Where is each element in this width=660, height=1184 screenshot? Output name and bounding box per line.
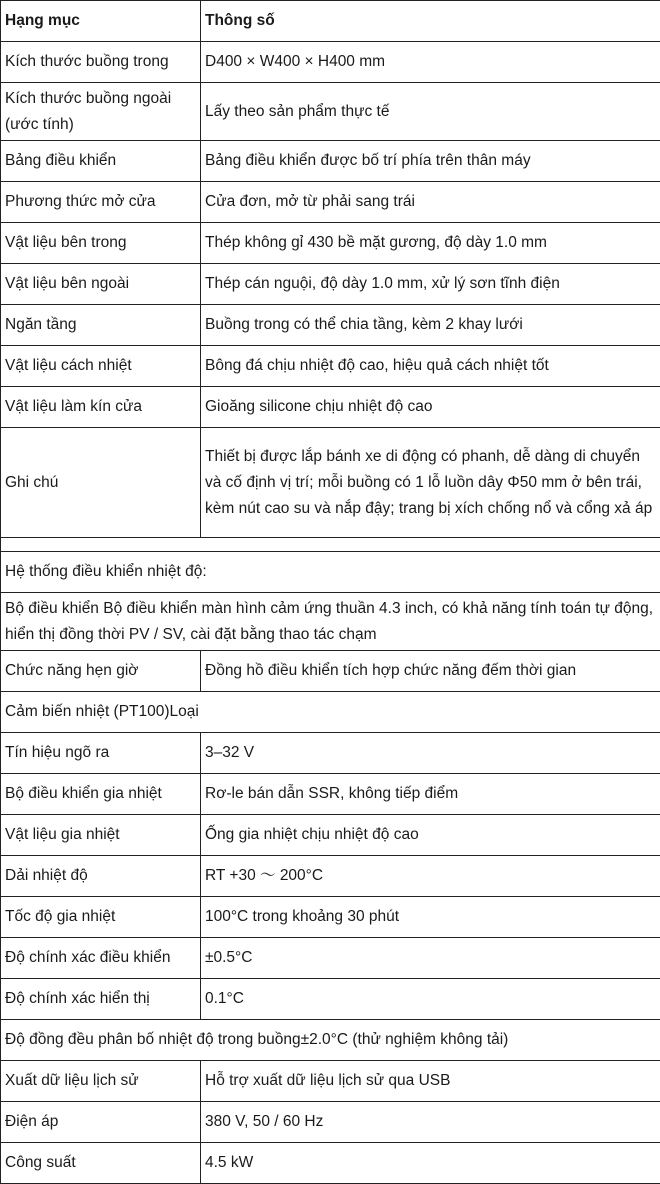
full-width-row	[1, 1020, 660, 1061]
table-row	[1, 346, 660, 387]
spacer-row	[1, 538, 660, 552]
row-label: Ghi chú	[1, 428, 201, 538]
header-row	[1, 1, 660, 42]
row-label: Ngăn tầng	[1, 305, 201, 346]
table-row	[1, 387, 660, 428]
row-label: Công suất	[1, 1143, 201, 1184]
row-label: Độ chính xác hiển thị	[1, 979, 201, 1020]
table-row	[1, 1143, 660, 1184]
row-label: Vật liệu cách nhiệt	[1, 346, 201, 387]
row-value: Lấy theo sản phẩm thực tế	[201, 83, 660, 141]
row-value: RT +30 〜 200°C	[201, 856, 660, 897]
row-value: Thiết bị được lắp bánh xe di động có phanh, dễ dàng di chuyển và cố định vị trí; mỗi buồng có 1 lỗ luồn dây Φ50 mm ở bên trái, kèm nút cao su và nắp đậy; trang bị xích chống nổ và cổng xả áp	[201, 428, 660, 538]
table-row	[1, 979, 660, 1020]
row-value: Ống gia nhiệt chịu nhiệt độ cao	[201, 815, 660, 856]
row-label: Độ chính xác điều khiển	[1, 938, 201, 979]
spacer-cell	[1, 538, 660, 552]
table-row	[1, 428, 660, 538]
row-value: 0.1°C	[201, 979, 660, 1020]
row-value: Bông đá chịu nhiệt độ cao, hiệu quả cách nhiệt tốt	[201, 346, 660, 387]
header-col-item: Hạng mục	[1, 1, 201, 42]
row-value: 4.5 kW	[201, 1143, 660, 1184]
table-row	[1, 897, 660, 938]
row-label: Bộ điều khiển gia nhiệt	[1, 774, 201, 815]
row-value: 380 V, 50 / 60 Hz	[201, 1102, 660, 1143]
row-label: Vật liệu làm kín cửa	[1, 387, 201, 428]
row-label: Chức năng hẹn giờ	[1, 651, 201, 692]
row-label: Tốc độ gia nhiệt	[1, 897, 201, 938]
sensor-note: Cảm biến nhiệt (PT100)Loại	[1, 692, 660, 733]
row-label: Dải nhiệt độ	[1, 856, 201, 897]
table-row	[1, 305, 660, 346]
row-label: Vật liệu gia nhiệt	[1, 815, 201, 856]
row-label: Điện áp	[1, 1102, 201, 1143]
row-label: Tín hiệu ngõ ra	[1, 733, 201, 774]
table-row	[1, 733, 660, 774]
table-row	[1, 223, 660, 264]
row-label: Kích thước buồng trong	[1, 42, 201, 83]
table-row	[1, 141, 660, 182]
table-row	[1, 651, 660, 692]
row-value: Buồng trong có thể chia tầng, kèm 2 khay lưới	[201, 305, 660, 346]
row-value: ±0.5°C	[201, 938, 660, 979]
table-row	[1, 83, 660, 141]
row-label: Vật liệu bên trong	[1, 223, 201, 264]
full-width-row	[1, 593, 660, 651]
table-row	[1, 264, 660, 305]
table-row	[1, 774, 660, 815]
row-label: Phương thức mở cửa	[1, 182, 201, 223]
table-row	[1, 856, 660, 897]
row-value: Rơ-le bán dẫn SSR, không tiếp điểm	[201, 774, 660, 815]
section-header-row	[1, 552, 660, 593]
section-title: Hệ thống điều khiển nhiệt độ:	[1, 552, 660, 593]
full-width-row	[1, 692, 660, 733]
controller-note: Bộ điều khiển Bộ điều khiển màn hình cảm ứng thuần 4.3 inch, có khả năng tính toán tự động, hiển thị đồng thời PV / SV, cài đặt bằng thao tác chạm	[1, 593, 660, 651]
table-row	[1, 815, 660, 856]
row-label: Kích thước buồng ngoài (ước tính)	[1, 83, 201, 141]
row-value: Đồng hồ điều khiển tích hợp chức năng đếm thời gian	[201, 651, 660, 692]
table-row	[1, 42, 660, 83]
row-value: Hỗ trợ xuất dữ liệu lịch sử qua USB	[201, 1061, 660, 1102]
table-row	[1, 938, 660, 979]
row-label: Xuất dữ liệu lịch sử	[1, 1061, 201, 1102]
header-col-spec: Thông số	[201, 1, 660, 42]
row-value: Thép cán nguội, độ dày 1.0 mm, xử lý sơn tĩnh điện	[201, 264, 660, 305]
row-label: Vật liệu bên ngoài	[1, 264, 201, 305]
table-row	[1, 1102, 660, 1143]
table-row	[1, 1061, 660, 1102]
row-value: Thép không gỉ 430 bề mặt gương, độ dày 1.0 mm	[201, 223, 660, 264]
row-value: 3–32 V	[201, 733, 660, 774]
row-value: Bảng điều khiển được bố trí phía trên thân máy	[201, 141, 660, 182]
row-value: Gioăng silicone chịu nhiệt độ cao	[201, 387, 660, 428]
row-value: 100°C trong khoảng 30 phút	[201, 897, 660, 938]
uniformity-note: Độ đồng đều phân bố nhiệt độ trong buồng±2.0°C (thử nghiệm không tải)	[1, 1020, 660, 1061]
row-label: Bảng điều khiển	[1, 141, 201, 182]
row-value: Cửa đơn, mở từ phải sang trái	[201, 182, 660, 223]
row-value: D400 × W400 × H400 mm	[201, 42, 660, 83]
table-row	[1, 182, 660, 223]
